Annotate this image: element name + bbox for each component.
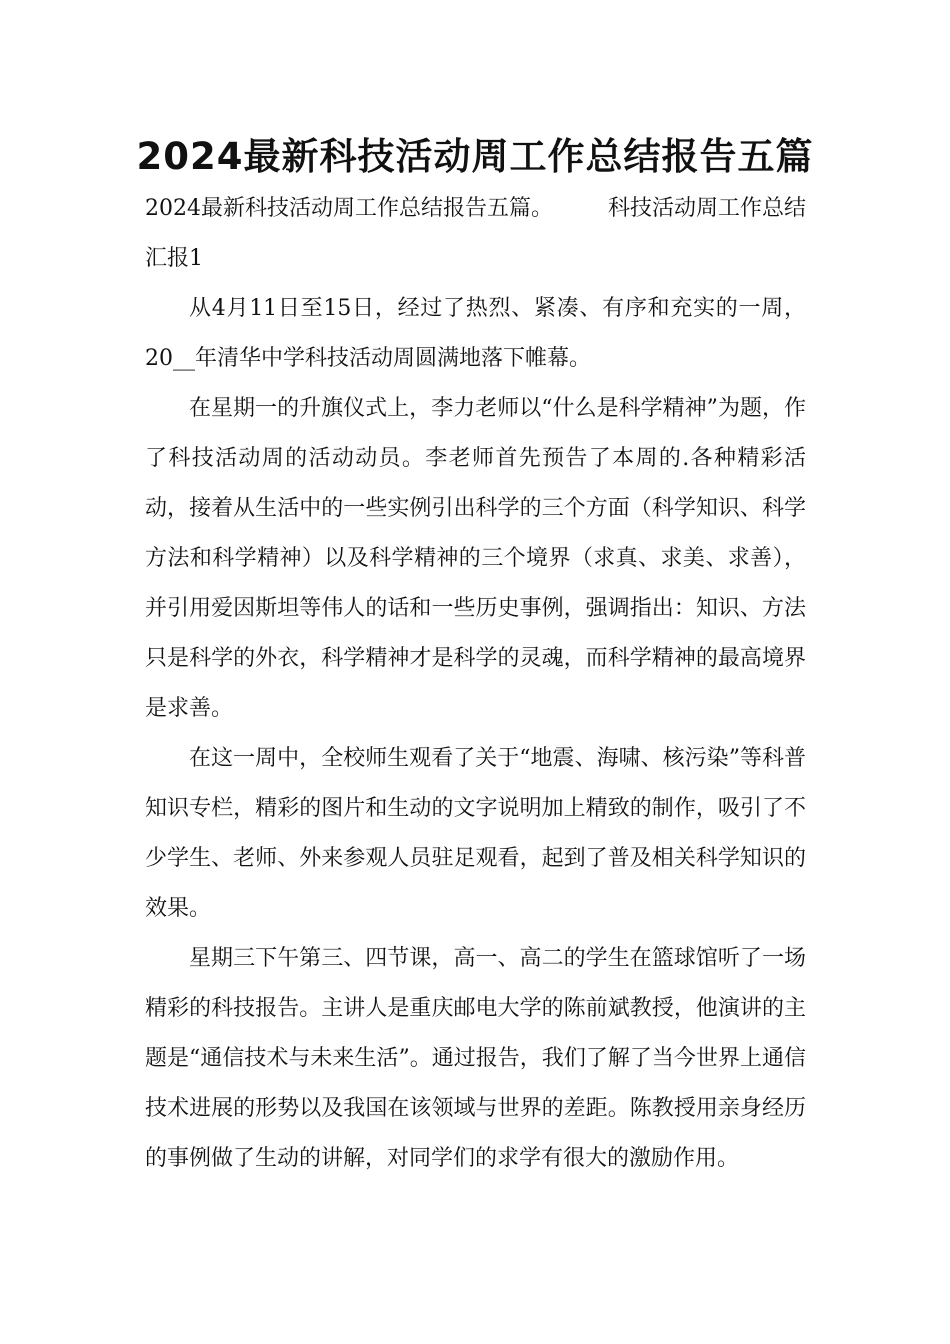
document-title: 2024最新科技活动周工作总结报告五篇: [136, 135, 814, 178]
paragraph-4: 星期三下午第三、四节课，高一、高二的学生在篮球馆听了一场精彩的科技报告。主讲人是重庆邮电大学的陈前斌教授，他演讲的主题是“通信技术与未来生活”。通过报告，我们了解了当今世界上通信技术进展的形势以及我国在该领域与世界的差距。陈教授用亲身经历的事例做了生动的讲解，对同学们的求学有很大的激励作用。: [145, 946, 806, 1171]
paragraph-3: 在这一周中，全校师生观看了关于“地震、海啸、核污染”等科普知识专栏，精彩的图片和生动的文字说明加上精致的制作，吸引了不少学生、老师、外来参观人员驻足观看，起到了普及相关科学知识的效果。: [145, 746, 806, 921]
section-heading-part2: 汇报1: [145, 246, 203, 271]
paragraph-1: 从4月11日至15日，经过了热烈、紧凑、有序和充实的一周，20__年清华中学科技活动周圆满地落下帷幕。: [145, 296, 806, 371]
paragraph-2: 在星期一的升旗仪式上，李力老师以“什么是科学精神”为题，作了科技活动周的活动动员。李老师首先预告了本周的.各种精彩活动，接着从生活中的一些实例引出科学的三个方面（科学知识、科学方法和科学精神）以及科学精神的三个境界（求真、求美、求善），并引用爱因斯坦等伟人的话和一些历史事例，强调指出：知识、方法只是科学的外衣，科学精神才是科学的灵魂，而科学精神的最高境界是求善。: [145, 396, 806, 721]
section-heading-part1: 科技活动周工作总结: [607, 196, 806, 221]
intro-line: [145, 184, 806, 234]
document-body: [145, 184, 806, 1184]
intro-lead: 2024最新科技活动周工作总结报告五篇。: [145, 196, 553, 221]
